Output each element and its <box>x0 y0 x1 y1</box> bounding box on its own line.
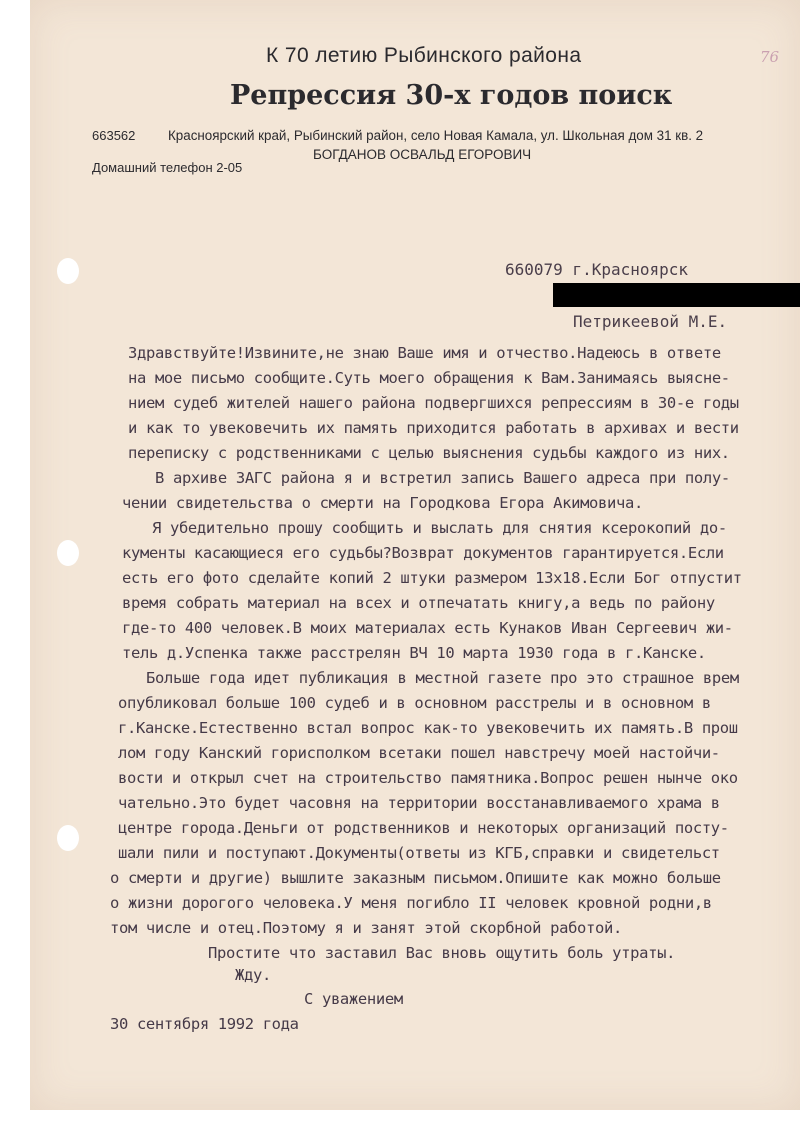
postcode: 663562 <box>92 128 136 143</box>
recipient-city: 660079 г.Красноярск <box>505 260 689 279</box>
sender-address: Красноярский край, Рыбинский район, село Новая Камала, ул. Школьная дом 31 кв. 2 <box>168 128 704 143</box>
letter-line: В архиве ЗАГС района я и встретил запись Вашего адреса при полу- <box>155 469 730 487</box>
letter-line: переписку с родственниками с целью выяснения судьбы каждого из них. <box>128 444 730 462</box>
letter-line: Я убедительно прошу сообщить и выслать для снятия ксерокопий до- <box>152 519 727 537</box>
letter-line: на мое письмо сообщите.Суть моего обращения к Вам.Занимаясь выясне- <box>128 369 730 387</box>
punch-hole <box>57 258 79 284</box>
letter-line: опубликовал больше 100 судеб и в основном расстрелы и в основном в <box>118 694 711 712</box>
sender-phone: Домашний телефон 2-05 <box>92 160 243 175</box>
letter-line: есть его фото сделайте копий 2 штуки размером 13х18.Если Бог отпустит <box>122 569 742 587</box>
recipient-name: Петрикеевой М.Е. <box>573 312 728 331</box>
letter-line: о смерти и другие) вышлите заказным письмом.Опишите как можно больше <box>110 869 721 887</box>
letter-line: Больше года идет публикация в местной газете про это страшное врем <box>146 669 739 687</box>
closing-wait: Жду. <box>235 966 271 984</box>
letter-line: где-то 400 человек.В моих материалах есть Кунаков Иван Сергеевич жи- <box>122 619 733 637</box>
letter-line: чении свидетельства о смерти на Городкова Егора Акимовича. <box>122 494 643 512</box>
punch-hole <box>57 540 79 566</box>
letter-line: г.Канске.Естественно встал вопрос как-то увековечить их память.В прош <box>118 719 738 737</box>
letter-line: и как то увековечить их память приходится работать в архивах и вести <box>128 419 739 437</box>
letter-line: чательно.Это будет часовня на территории восстанавливаемого храма в <box>118 794 720 812</box>
redaction-bar <box>553 283 800 307</box>
pencil-page-mark: 76 <box>760 48 780 66</box>
letter-line: шали пили и поступают.Документы(ответы из КГБ,справки и свидетельст <box>118 844 720 862</box>
letter-line: кументы касающиеся его судьбы?Возврат документов гарантируется.Если <box>122 544 724 562</box>
sender-name: БОГДАНОВ ОСВАЛЬД ЕГОРОВИЧ <box>313 147 532 162</box>
letter-line: лом году Канский горисполком всетаки пошел навстречу моей настойчи- <box>118 744 720 762</box>
letter-line: центре города.Деньги от родственников и некоторых организаций посту- <box>118 819 729 837</box>
punch-hole <box>57 825 79 851</box>
letter-line: нием судеб жителей нашего района подвергшихся репрессиям в 30-е годы <box>128 394 739 412</box>
letter-line: Здравствуйте!Извините,не знаю Ваше имя и отчество.Надеюсь в ответе <box>128 344 721 362</box>
letter-line: тель д.Успенка также расстрелян ВЧ 10 марта 1930 года в г.Канске. <box>122 644 706 662</box>
letter-line: Простите что заставил Вас вновь ощутить боль утраты. <box>208 944 676 962</box>
letterhead-title: Репрессия 30-х годов поиск <box>230 80 673 111</box>
closing-regards: С уважением <box>304 990 403 1008</box>
letter-line: о жизни дорогого человека.У меня погибло II человек кровной родни,в <box>110 894 712 912</box>
letter-date: 30 сентября 1992 года <box>110 1015 299 1033</box>
letter-line: время собрать материал на всех и отпечатать книгу,а ведь по району <box>122 594 715 612</box>
letter-page <box>30 0 800 1110</box>
letter-line: вости и открыл счет на строительство памятника.Вопрос решен нынче око <box>118 769 738 787</box>
letterhead-subtitle: К 70 летию Рыбинского района <box>266 44 582 67</box>
letter-line: том числе и отец.Поэтому я и занят этой скорбной работой. <box>110 919 622 937</box>
